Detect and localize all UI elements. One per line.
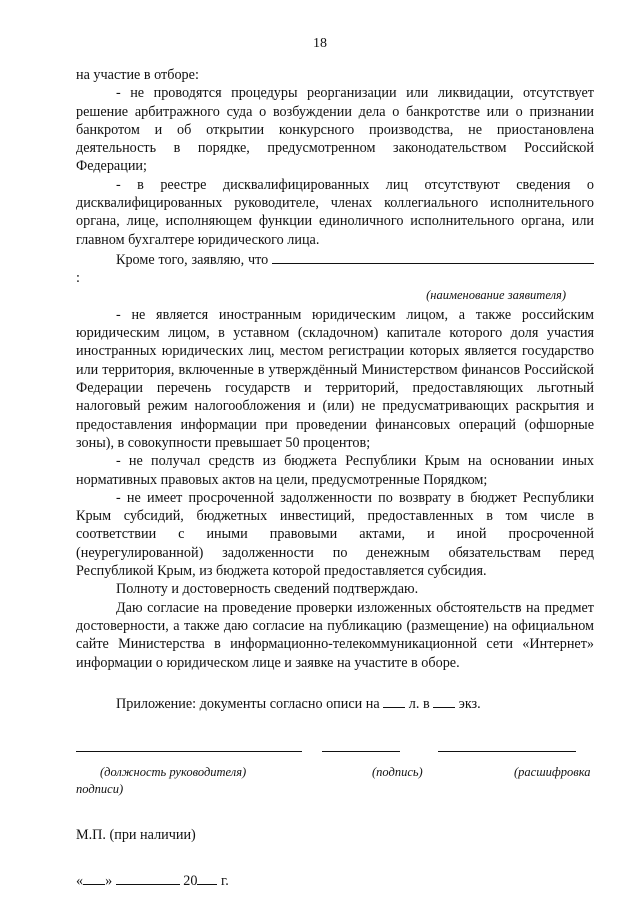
decode-label-tail: подписи) — [76, 782, 124, 797]
decode-label: (расшифровка — [514, 765, 591, 780]
declaration-line — [76, 249, 594, 288]
appendix-pages-field[interactable] — [383, 694, 405, 708]
page-number: 18 — [313, 36, 327, 51]
date-close-quote: » — [105, 872, 113, 889]
date-year-field[interactable] — [197, 871, 217, 885]
paragraph-confirm: Полноту и достоверность сведений подтверждаю. — [116, 581, 419, 598]
paragraph-consent: Даю согласие на проведение проверки изложенных обстоятельств на предмет достоверности, а также даю согласие на публикацию (размещение) на официальном сайте Министерства в информационно-телекоммуникационной сети «Интернет» информации о юридическом лице и заявке на участите в оборе. — [76, 599, 594, 671]
position-label: (должность руководителя) — [100, 765, 247, 780]
date-year-suffix: г. — [221, 872, 229, 889]
applicant-name-label: (наименование заявителя) — [426, 287, 566, 302]
appendix-prefix: Приложение: документы согласно описи на — [116, 695, 380, 712]
paragraph-no-reorganization: - не проводятся процедуры реорганизации или ликвидации, отсутствует решение арбитражного суда о возбуждении дела о банкротстве или о признании банкротом и об открытии конкурсного производства, не приостановлена деятельность в порядке, предусмотренном законодательством Российской Федерации; — [76, 85, 594, 175]
appendix-suffix: экз. — [458, 695, 481, 712]
signature-label: (подпись) — [372, 765, 423, 780]
date-line — [76, 871, 594, 890]
declaration-prefix: Кроме того, заявляю, что — [116, 251, 269, 268]
paragraph-intro: на участие в отборе: — [76, 67, 199, 83]
stamp-note: М.П. (при наличии) — [76, 827, 196, 844]
signature-field[interactable] — [322, 751, 400, 752]
paragraph-no-debt: - не имеет просроченной задолженности по возврату в бюджет Республики Крым субсидий, бюджетных инвестиций, предоставленных в том числе в соответствии с иными правовыми актами, и иной просроченной (неурегулированной) задолженности по денежным обязательствам перед Республикой Крым, из бюджета которой предоставляется субсидия. — [76, 489, 594, 580]
signature-lines — [76, 733, 594, 763]
declaration-suffix: : — [76, 270, 80, 287]
position-field[interactable] — [76, 751, 302, 752]
appendix-copies-field[interactable] — [433, 694, 455, 708]
appendix-line — [76, 694, 594, 713]
appendix-mid: л. в — [408, 695, 430, 712]
paragraph-no-funds: - не получал средств из бюджета Республики Крым на основании иных нормативных правовых актов на цели, предусмотренные Порядком; — [76, 453, 594, 488]
signature-labels — [76, 763, 594, 781]
date-month-field[interactable] — [116, 871, 180, 885]
paragraph-not-foreign: - не является иностранным юридическим лицом, а также российским юридическим лицом, в уставном (складочном) капитале которого доля участия иностранных юридических лиц, местом регистрации которых является государство или территория, включенные в утверждённый Министерством финансов Российской Федерации перечень государств и территорий, предоставляющих льготный налоговый режим налогообложения и (или) не предусматривающих раскрытия и предоставления информации при проведении финансовых операций (офшорные зоны), в совокупности превышает 50 процентов; — [76, 306, 594, 451]
document-body — [76, 66, 594, 890]
paragraph-disqualified-registry: - в реестре дисквалифицированных лиц отсутствуют сведения о дисквалифицированных руководителе, членах коллегиального исполнительного органа, лице, исполняющем функции единоличного исполнительного органа, или главном бухгалтере юридического лица. — [76, 176, 594, 248]
signature-decode-field[interactable] — [438, 751, 576, 752]
applicant-name-field[interactable] — [272, 249, 594, 264]
date-day-field[interactable] — [83, 871, 105, 885]
date-open-quote: « — [76, 872, 84, 889]
date-year-prefix: 20 — [183, 872, 198, 889]
